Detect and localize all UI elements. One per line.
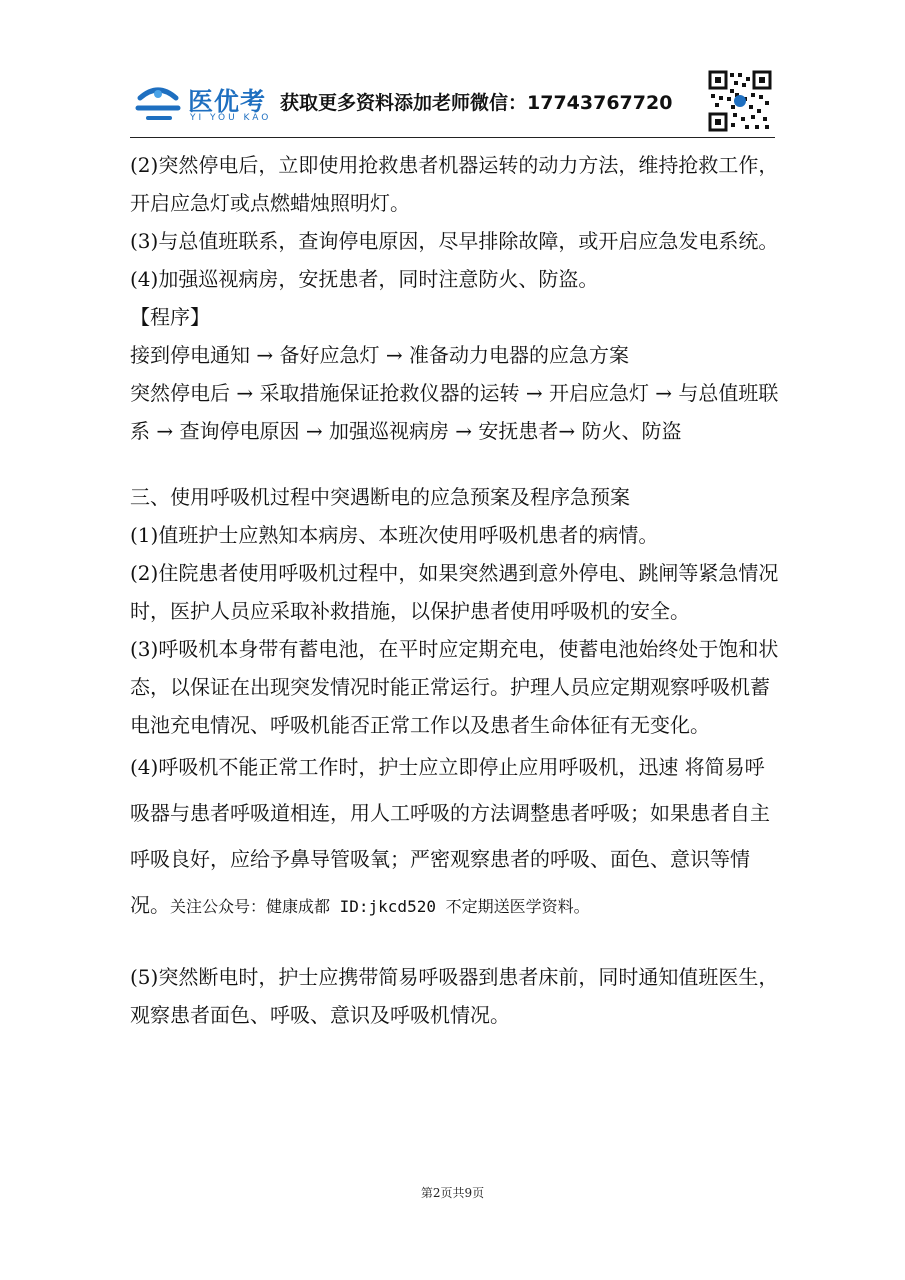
header-divider: [130, 137, 775, 138]
spacer: [130, 450, 780, 478]
paragraph: (3)与总值班联系，查询停电原因，尽早排除故障，或开启应急发电系统。: [130, 229, 779, 253]
paragraph: (2)突然停电后，立即使用抢救患者机器运转的动力方法，维持抢救工作，开启应急灯或点燃蜡烛照明灯。: [130, 153, 779, 215]
logo-text: 医优考: [188, 87, 267, 116]
paragraph: (1)值班护士应熟知本病房、本班次使用呼吸机患者的病情。: [130, 523, 659, 547]
section-title: 三、使用呼吸机过程中突遇断电的应急预案及程序急预案: [130, 485, 630, 509]
paragraph: (2)住院患者使用呼吸机过程中，如果突然遇到意外停电、跳闸等紧急情况时，医护人员应采取补救措施，以保护患者使用呼吸机的安全。: [130, 561, 779, 623]
spacer: [130, 930, 780, 958]
page-number: 第2页共9页: [420, 1186, 485, 1200]
qr-code-icon: [708, 70, 772, 132]
paragraph: [130, 744, 780, 930]
paragraph: (4)加强巡视病房，安抚患者，同时注意防火、防盗。: [130, 267, 599, 291]
procedure-line: 接到停电通知 → 备好应急灯 → 准备动力电器的应急方案: [130, 343, 629, 367]
paragraph: (3)呼吸机本身带有蓄电池，在平时应定期充电，使蓄电池始终处于饱和状态，以保证在出现突发情况时能正常运行。护理人员应定期观察呼吸机蓄电池充电情况、呼吸机能否正常工作以及患者生命体征有无变化。: [130, 637, 779, 737]
page-header: [130, 70, 775, 132]
paragraph: (5)突然断电时，护士应携带简易呼吸器到患者床前，同时通知值班医生，观察患者面色、呼吸、意识及呼吸机情况。: [130, 965, 779, 1027]
logo-icon: [134, 80, 182, 124]
section-heading: 【程序】: [130, 305, 210, 329]
paragraph-text: (4)呼吸机不能正常工作时，护士应立即停止应用呼吸机，迅速 将简易呼吸器与患者呼吸道相连，用人工呼吸的方法调整患者呼吸；如果患者自主呼吸良好，应给予鼻导管吸氧；严密观察患者的呼吸、面色、意识等情况。: [130, 755, 770, 917]
logo-subtext: YI YOU KAO: [190, 113, 272, 123]
notice-text: 关注公众号：健康成都 ID:jkcd520 不定期送医学资料。: [170, 897, 590, 916]
procedure-line: 突然停电后 → 采取措施保证抢救仪器的运转 → 开启应急灯 → 与总值班联系 → 查询停电原因 → 加强巡视病房 → 安抚患者→ 防火、防盗: [130, 381, 779, 443]
document-body: [130, 146, 780, 1034]
promo-text: 获取更多资料添加老师微信：17743767720: [280, 92, 673, 114]
